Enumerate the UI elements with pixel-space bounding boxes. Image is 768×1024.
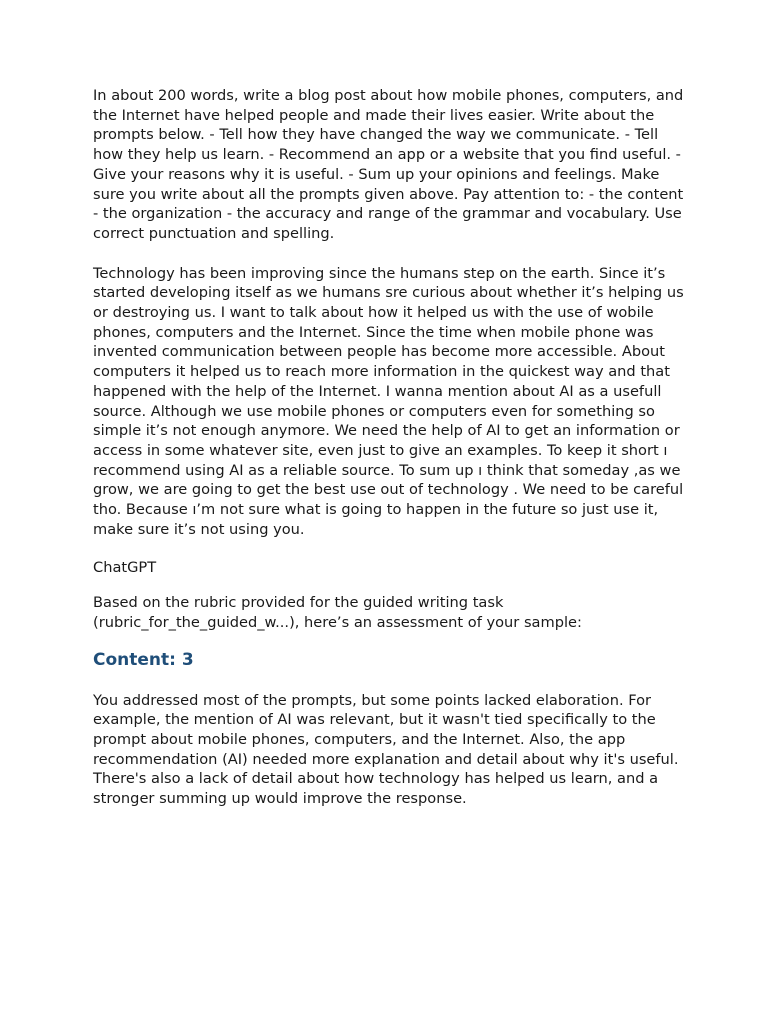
assessment-intro: Based on the rubric provided for the guided writing task (rubric_for_the_guided_w...), here’s an assessment of your sample: bbox=[93, 594, 582, 631]
writing-prompt: In about 200 words, write a blog post about how mobile phones, computers, and the Internet have helped people and made their lives easier. Write about the prompts below. - Tell how they have changed the way we communicate. - Tell how they help us learn. - Recommend an app or a website that you find useful. - Give your reasons why it is useful. - Sum up your opinions and feelings. Make sure you write about all the prompts given above. Pay attention to: - the content - the organization - the accuracy and range of the grammar and vocabulary. Use correct punctuation and spelling. bbox=[93, 87, 684, 242]
student-essay: Technology has been improving since the humans step on the earth. Since it’s started developing itself as we humans sre curious about whether it’s helping us or destroying us. I want to talk about how it helped us with the use of wobile phones, computers and the Internet. Since the time when mobile phone was invented communication between people has become more accessible. About computers it helped us to reach more information in the quickest way and that happened with the help of the Internet. I wanna mention about AI as a usefull source. Although we use mobile phones or computers even for something so simple it’s not enough anymore. We need the help of AI to get an information or access in some whatever site, even just to give an examples. To keep it short ı recommend using AI as a reliable source. To sum up ı think that someday ,as we grow, we are going to get the best use out of technology . We need to be careful tho. Because ı’m not sure what is going to happen in the future so just use it, make sure it’s not using you. bbox=[93, 264, 684, 538]
section-heading-content: Content: 3 bbox=[93, 649, 194, 670]
speaker-label: ChatGPT bbox=[93, 559, 157, 577]
section-body-content: You addressed most of the prompts, but some points lacked elaboration. For example, the mention of AI was relevant, but it wasn't tied specifically to the prompt about mobile phones, computers, and the Internet. Also, the app recommendation (AI) needed more explanation and detail about why it's useful. There's also a lack of detail about how technology has helped us learn, and a stronger summing up would improve the response. bbox=[93, 691, 679, 808]
document-page bbox=[93, 86, 685, 809]
